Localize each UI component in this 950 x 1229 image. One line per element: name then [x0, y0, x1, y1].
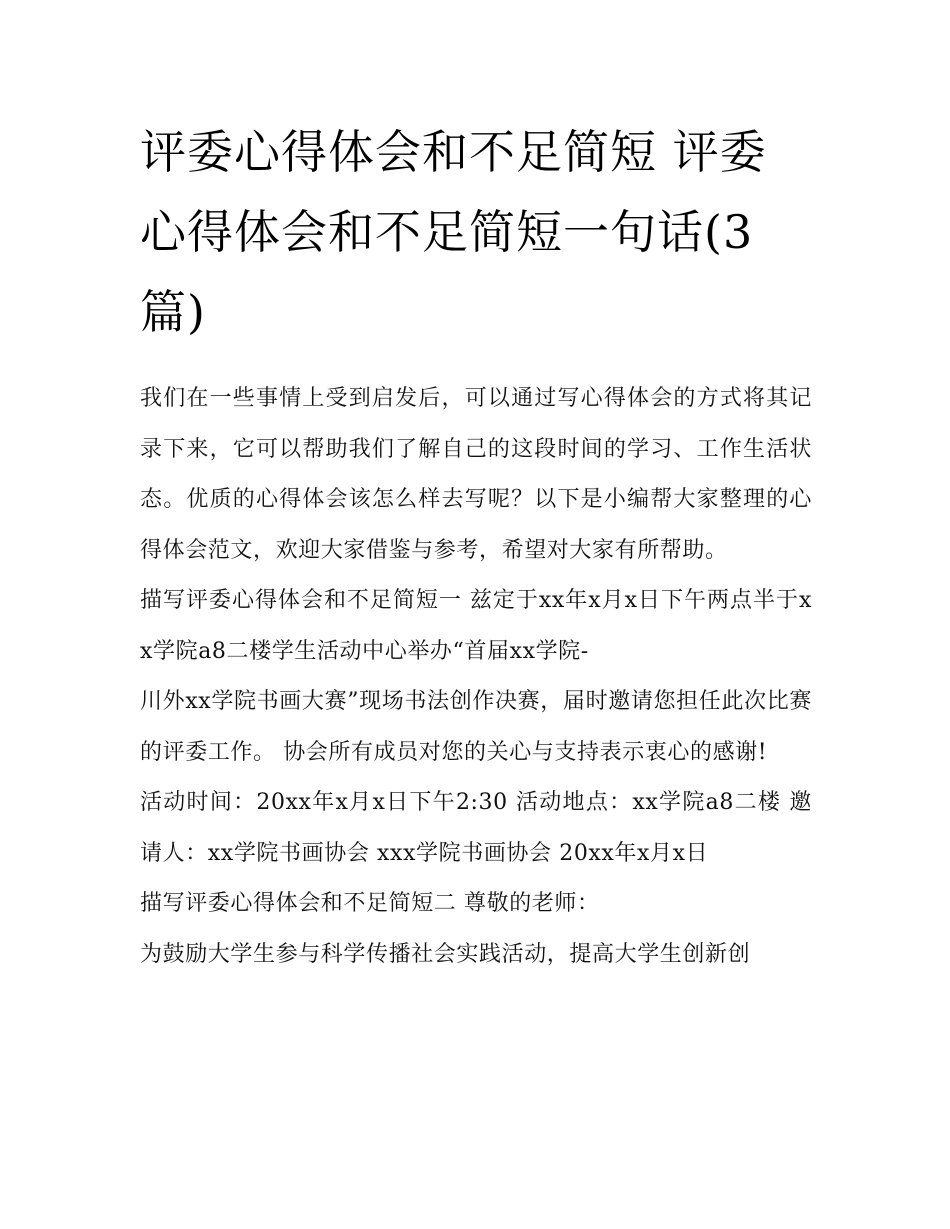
event-details-paragraph: 活动时间：20xx年x月x日下午2:30 活动地点：xx学院a8二楼 邀请人：xx学院书画协会 xxx学院书画协会 20xx年x月x日 — [140, 790, 812, 866]
document-title: 评委心得体会和不足简短 评委心得体会和不足简短一句话(3篇) — [140, 125, 767, 339]
section-one-paragraph: 描写评委心得体会和不足简短一 兹定于xx年x月x日下午两点半于xx学院a8二楼学生活动中心举办“首届xx学院- 川外xx学院书画大赛”现场书法创作决赛，届时邀请您担任此次比赛的评委工作。 协会所有成员对您的关心与支持表示衷心的感谢! — [140, 588, 812, 765]
intro-paragraph: 我们在一些事情上受到启发后，可以通过写心得体会的方式将其记录下来，它可以帮助我们了解自己的这段时间的学习、工作生活状态。优质的心得体会该怎么样去写呢？以下是小编帮大家整理的心得体会范文，欢迎大家借鉴与参考，希望对大家有所帮助。 — [140, 386, 812, 563]
section-two-heading: 描写评委心得体会和不足简短二 尊敬的老师： — [140, 891, 600, 916]
document-page — [140, 112, 812, 980]
section-two-paragraph: 为鼓励大学生参与科学传播社会实践活动，提高大学生创新创 — [140, 941, 751, 967]
